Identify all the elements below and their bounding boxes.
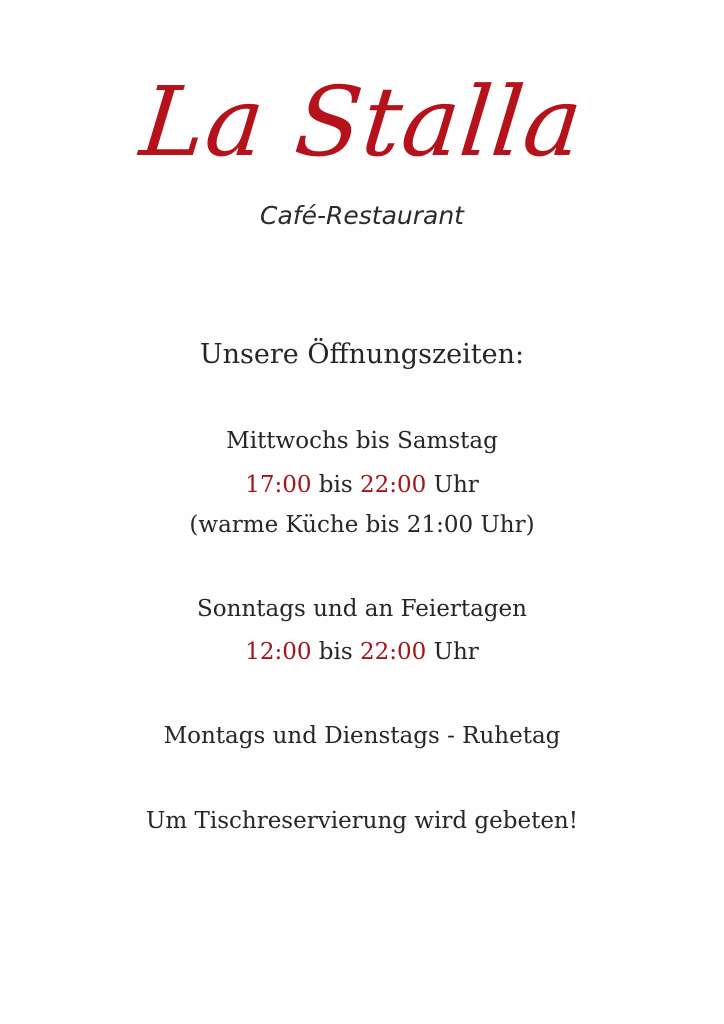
reservation-note: Um Tischreservierung wird gebeten! (146, 808, 578, 834)
sunday-open-time: 12:00 (245, 639, 312, 665)
sunday-days-text: Sonntags und an Feiertagen (197, 596, 527, 622)
restaurant-logo: La Stalla (135, 66, 589, 178)
weekday-close-time: 22:00 (360, 472, 427, 498)
kitchen-hours-note: (warme Küche bis 21:00 Uhr) (189, 512, 535, 538)
restaurant-subtitle: Café-Restaurant (260, 201, 464, 230)
opening-hours-heading: Unsere Öffnungszeiten: (199, 339, 525, 370)
rest-day-text: Montags und Dienstags - Ruhetag (163, 723, 561, 749)
weekday-open-time: 17:00 (245, 472, 312, 498)
weekday-days-text: Mittwochs bis Samstag (226, 428, 498, 454)
sunday-uhr-text: Uhr (433, 639, 479, 665)
sunday-bis-text: bis (318, 639, 353, 665)
sunday-hours-line (0, 634, 724, 670)
weekday-uhr-text: Uhr (433, 472, 479, 498)
weekday-hours-line (0, 467, 724, 503)
weekday-bis-text: bis (318, 472, 353, 498)
sunday-close-time: 22:00 (360, 639, 427, 665)
